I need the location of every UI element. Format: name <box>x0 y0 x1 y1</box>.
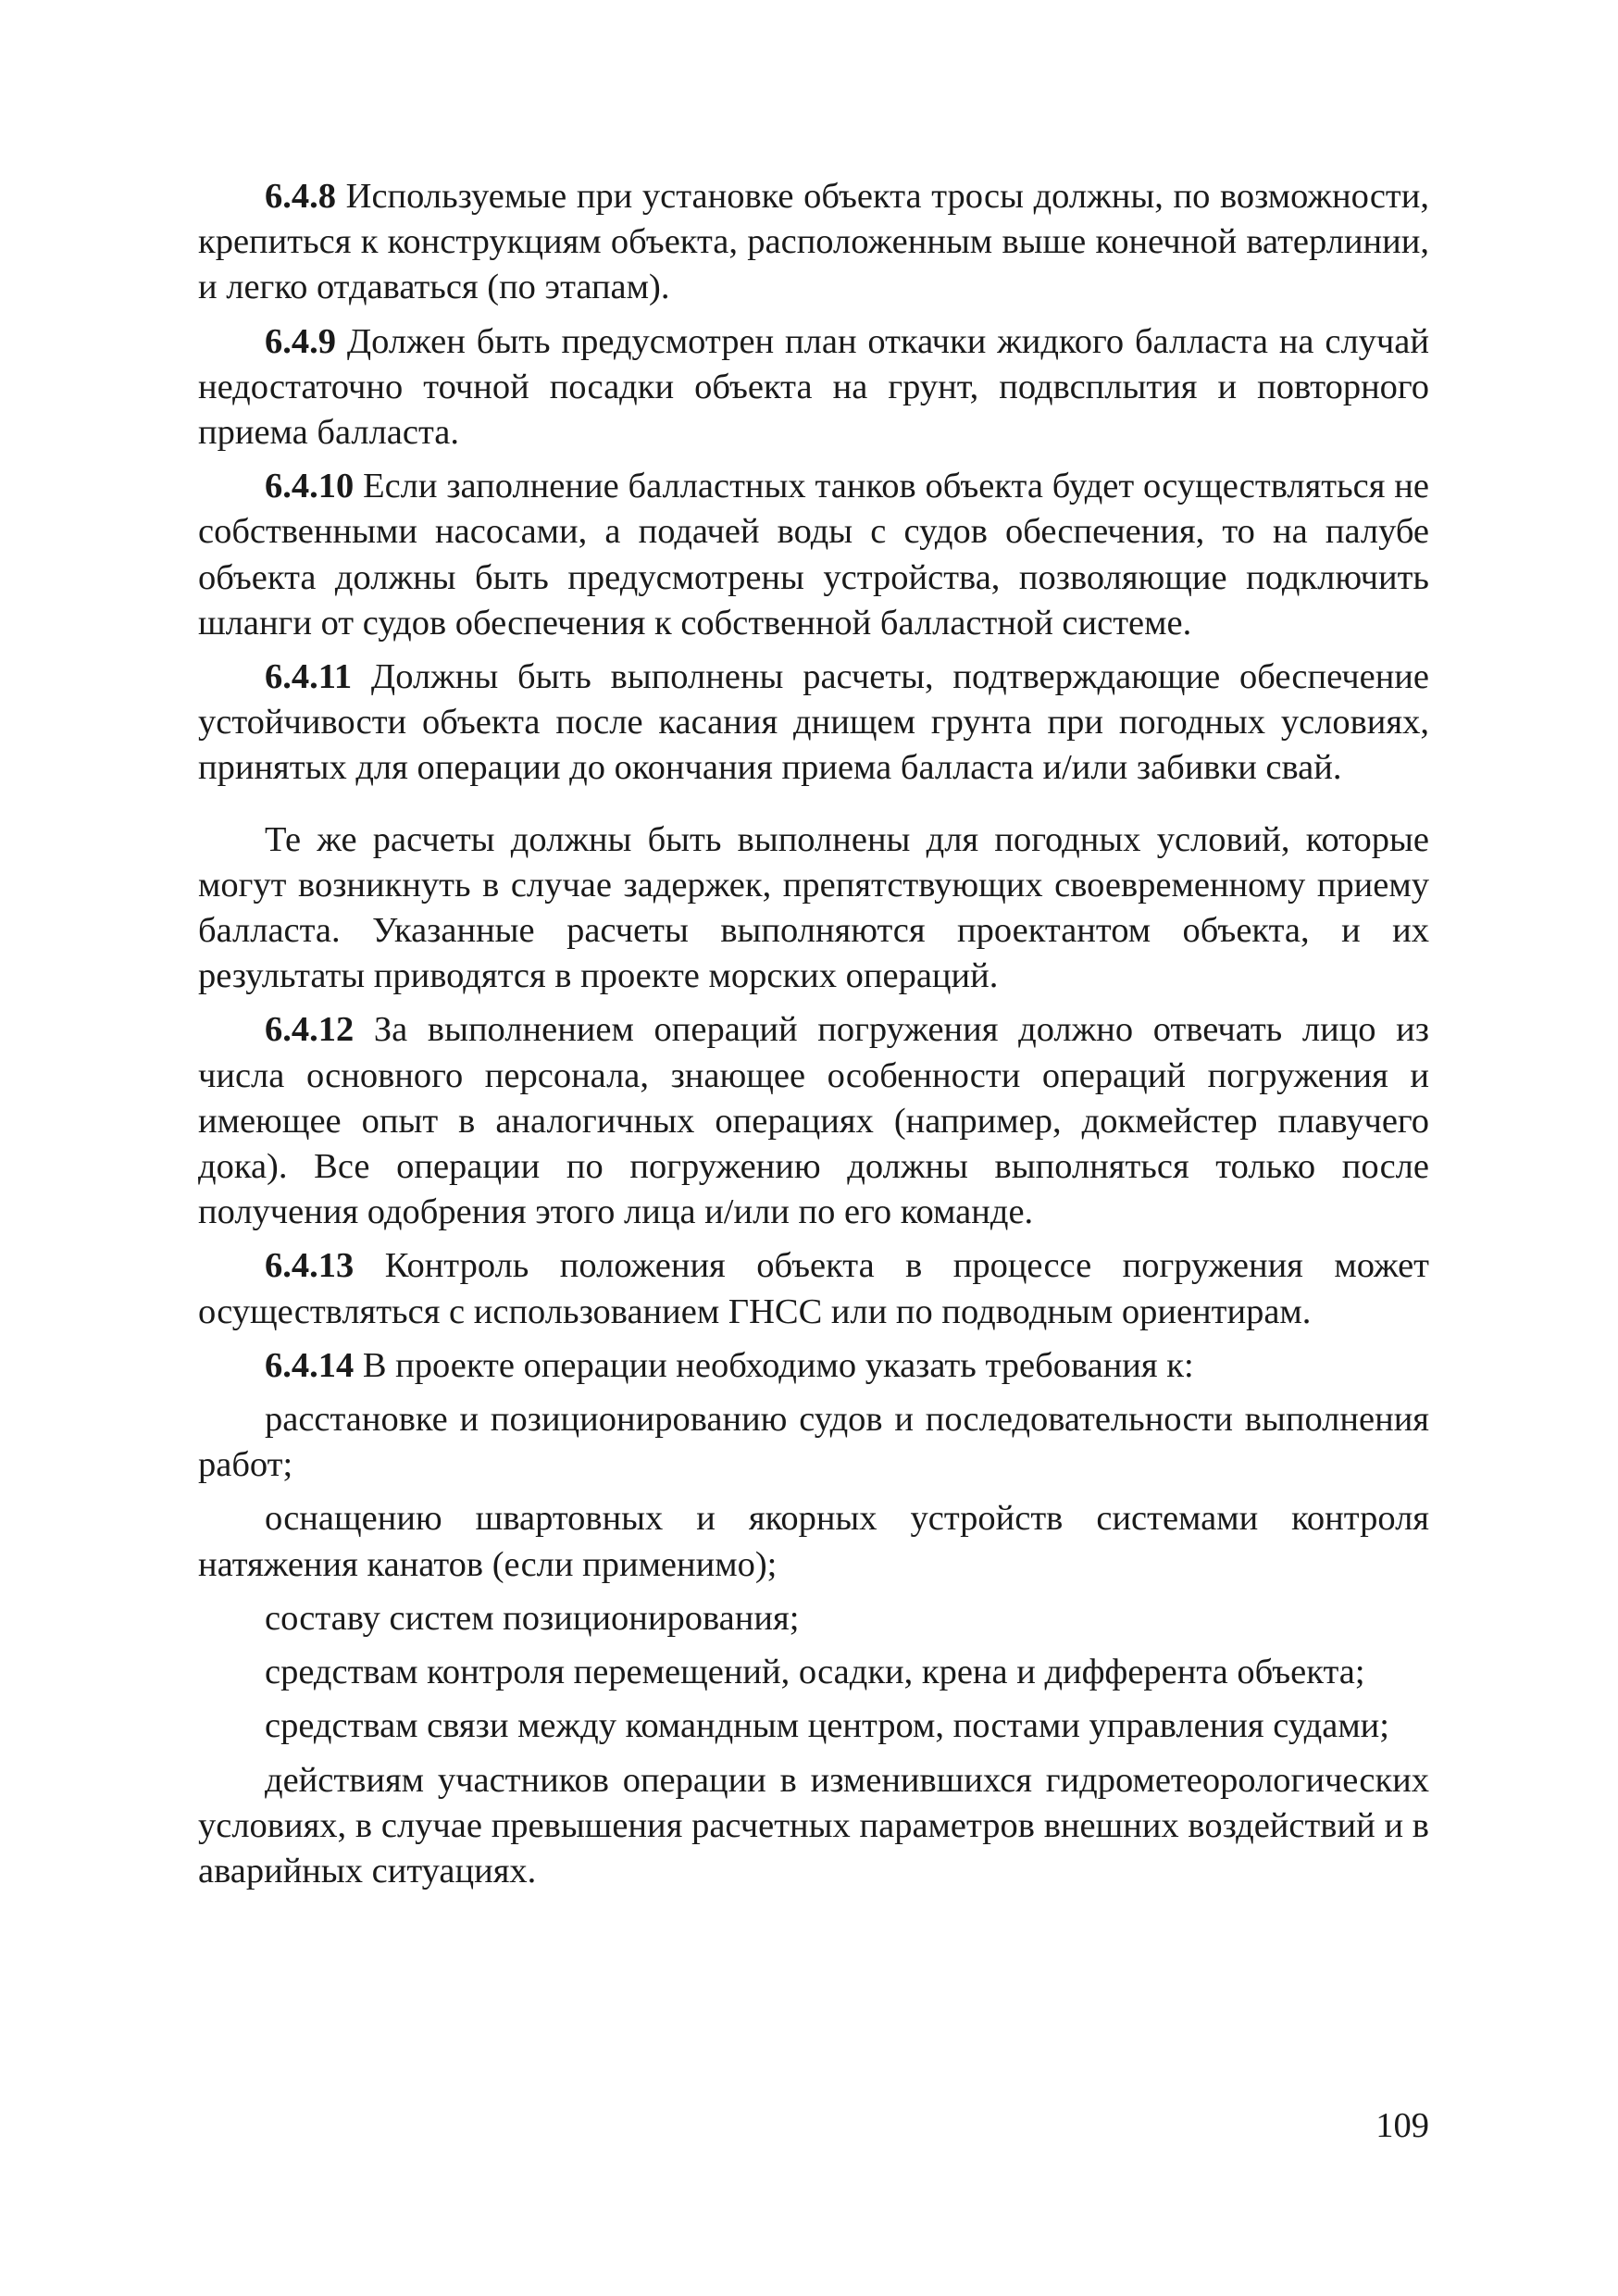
paragraph-6-4-10 <box>198 464 1429 646</box>
clause-number: 6.4.9 <box>265 321 336 361</box>
clause-number: 6.4.8 <box>265 177 336 216</box>
paragraph-same-calculations <box>198 817 1429 1000</box>
paragraph-text: расстановке и позиционированию судов и последовательности выполнения работ; <box>198 1400 1429 1485</box>
paragraph-text: составу систем позиционирования; <box>265 1598 800 1638</box>
paragraph-6-4-8 <box>198 174 1429 311</box>
paragraph-text: Те же расчеты должны быть выполнены для погодных условий, которые могут возникнуть в случае задержек, препятствующих своевременному приему балласта. Указанные расчеты выполняются проектантом объекта, и их результаты приводятся в проекте морских операций. <box>198 819 1429 996</box>
clause-number: 6.4.13 <box>265 1246 355 1286</box>
list-item-communication-means <box>198 1703 1429 1749</box>
list-item-monitoring-means <box>198 1650 1429 1695</box>
paragraph-6-4-14 <box>198 1343 1429 1389</box>
paragraph-text: Должен быть предусмотрен план откачки жидкого балласта на случай недостаточно точной посадки объекта на грунт, подвсплытия и повторного приема балласта. <box>198 321 1429 453</box>
paragraph-6-4-9 <box>198 319 1429 456</box>
list-item-mooring-equipment <box>198 1496 1429 1587</box>
paragraph-text: Контроль положения объекта в процессе погружения может осуществляться с использованием ГНСС или по подводным ориентирам. <box>198 1246 1429 1331</box>
paragraph-text: средствам контроля перемещений, осадки, крена и дифферента объекта; <box>265 1653 1365 1692</box>
clause-number: 6.4.12 <box>265 1010 355 1050</box>
paragraph-text: За выполнением операций погружения должно отвечать лицо из числа основного персонала, знающее особенности операций погружения и имеющее опыт в аналогичных операциях (например, докмейстер плавучего дока). Все операции по погружению должны выполняться только после получения одобрения этого лица и/или по его команде. <box>198 1010 1429 1232</box>
page-number: 109 <box>1375 2106 1429 2145</box>
paragraph-text: оснащению швартовных и якорных устройств системами контроля натяжения канатов (если применимо); <box>198 1499 1429 1584</box>
paragraph-6-4-13 <box>198 1243 1429 1334</box>
paragraph-text: В проекте операции необходимо указать требования к: <box>354 1345 1194 1385</box>
clause-number: 6.4.14 <box>265 1345 355 1385</box>
paragraph-text: средствам связи между командным центром, постами управления судами; <box>265 1706 1389 1746</box>
paragraph-6-4-11 <box>198 655 1429 792</box>
clause-number: 6.4.10 <box>265 467 355 506</box>
clause-number: 6.4.11 <box>265 657 353 697</box>
list-item-positioning-systems <box>198 1596 1429 1641</box>
paragraph-text: Используемые при установке объекта тросы должны, по возможности, крепиться к конструкциям объекта, расположенным выше конечной ватерлинии, и легко отдаваться (по этапам). <box>198 177 1429 307</box>
paragraph-6-4-12 <box>198 1007 1429 1235</box>
paragraph-text: Если заполнение балластных танков объекта будет осуществляться не собственными насосами, а подачей воды с судов обеспечения, то на палубе объекта должны быть предусмотрены устройства, позволяющие подключить шланги от судов обеспечения к собственной балластной системе. <box>198 467 1429 643</box>
paragraph-text: действиям участников операции в изменившихся гидрометеорологических условиях, в случае превышения расчетных параметров внешних воздействий и в аварийных ситуациях. <box>198 1760 1429 1890</box>
list-item-participant-actions <box>198 1758 1429 1895</box>
list-item-vessel-positioning <box>198 1397 1429 1488</box>
body-text <box>198 174 1429 1903</box>
paragraph-text: Должны быть выполнены расчеты, подтверждающие обеспечение устойчивости объекта после касания днищем грунта при погодных условиях, принятых для операции до окончания приема балласта и/или забивки свай. <box>198 657 1429 788</box>
